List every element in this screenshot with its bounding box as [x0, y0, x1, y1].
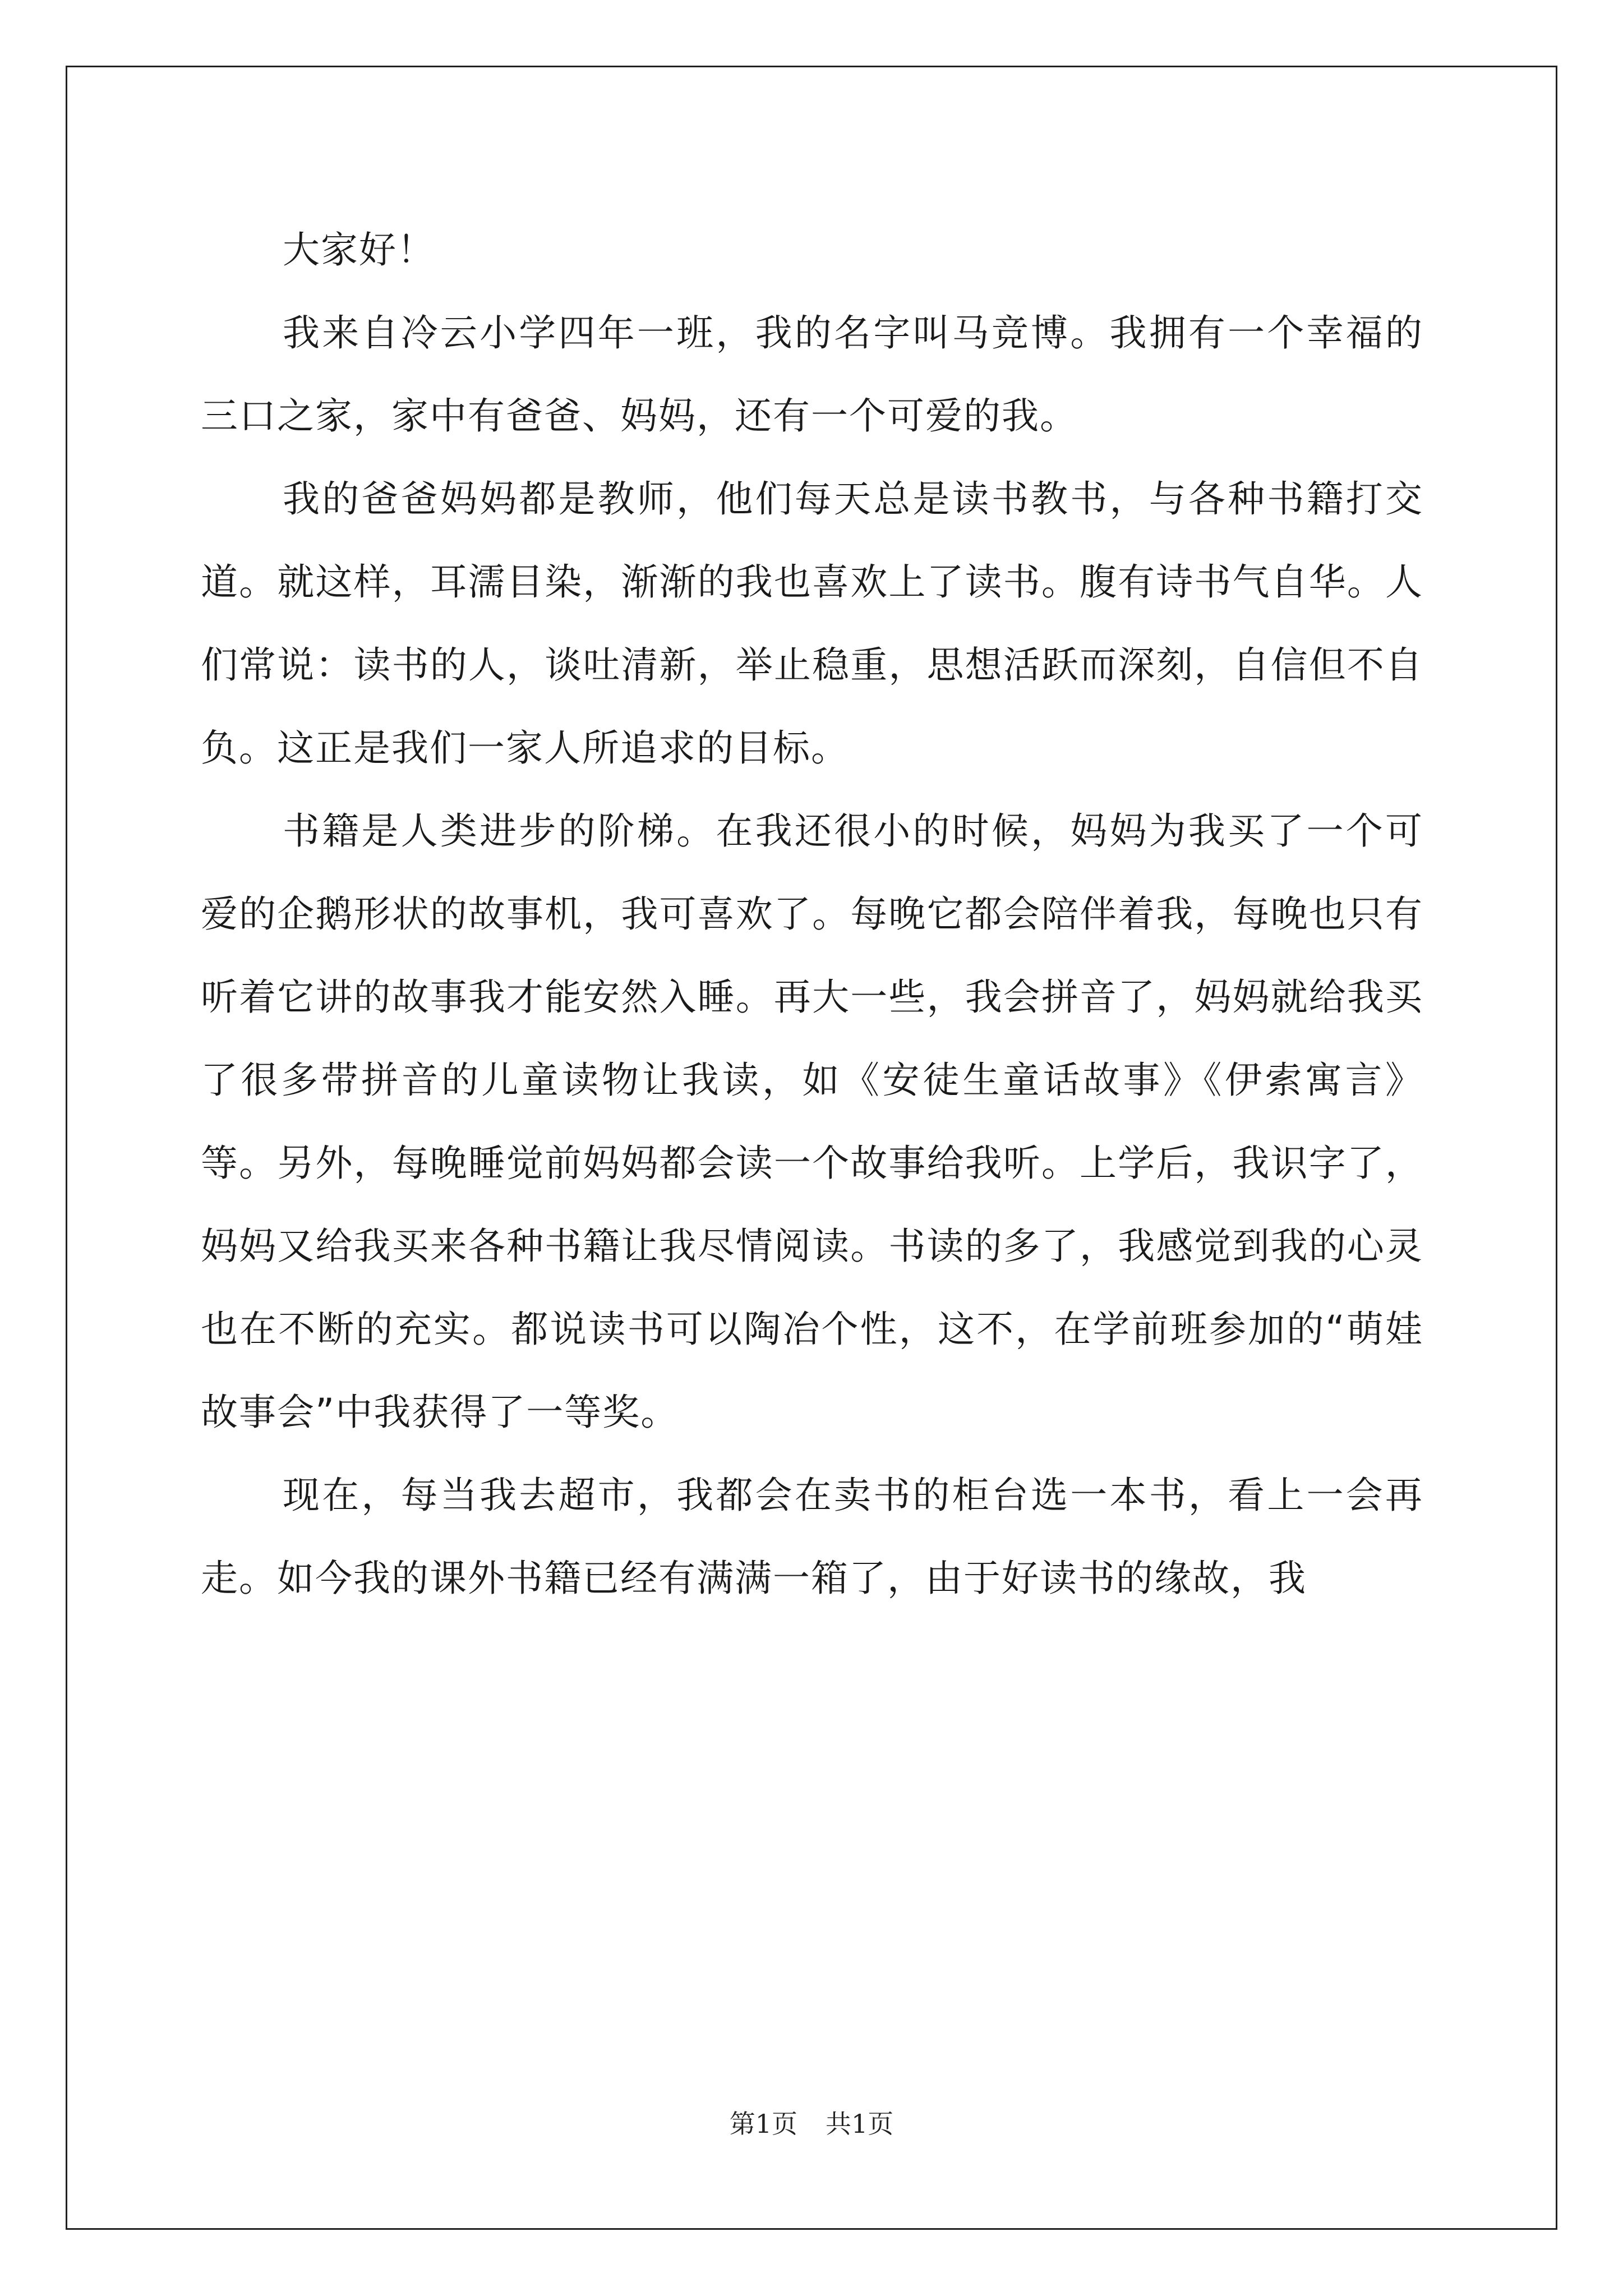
- paragraph-parents: 我的爸爸妈妈都是教师，他们每天总是读书教书，与各种书籍打交道。就这样，耳濡目染，渐渐的我也喜欢上了读书。腹有诗书气自华。人们常说：读书的人，谈吐清新，举止稳重，思想活跃而深刻，自信但不自负。这正是我们一家人所追求的目标。: [201, 477, 1423, 770]
- paragraph-books: 书籍是人类进步的阶梯。在我还很小的时候，妈妈为我买了一个可爱的企鹅形状的故事机，我可喜欢了。每晚它都会陪伴着我，每晚也只有听着它讲的故事我才能安然入睡。再大一些，我会拼音了，妈妈就给我买了很多带拼音的儿童读物让我读，如《安徒生童话故事》《伊索寓言》等。另外，每晚睡觉前妈妈都会读一个故事给我听。上学后，我识字了，妈妈又给我买来各种书籍让我尽情阅读。书读的多了，我感觉到我的心灵也在不断的充实。都说读书可以陶冶个性，这不，在学前班参加的“萌娃故事会”中我获得了一等奖。: [201, 809, 1423, 1434]
- page-total: 共1页: [826, 2109, 894, 2139]
- document-body: [201, 209, 1423, 1620]
- paragraph-greeting: 大家好！: [283, 228, 435, 272]
- paragraph-introduction: 我来自冷云小学四年一班，我的名字叫马竞博。我拥有一个幸福的三口之家，家中有爸爸、妈妈，还有一个可爱的我。: [201, 311, 1423, 438]
- paragraph-now: 现在，每当我去超市，我都会在卖书的柜台选一本书，看上一会再走。如今我的课外书籍已经有满满一箱了，由于好读书的缘故，我: [201, 1474, 1423, 1600]
- page-number: 第1页: [729, 2109, 797, 2139]
- page-footer: [0, 2107, 1623, 2141]
